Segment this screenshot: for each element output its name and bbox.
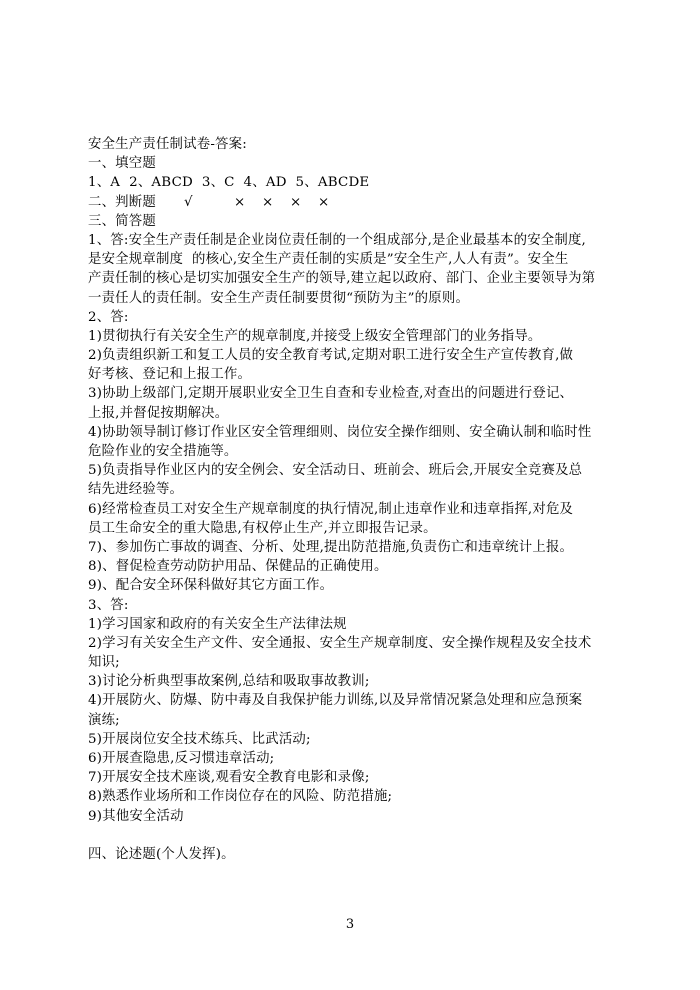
q2-line: 3)协助上级部门,定期开展职业安全卫生自查和专业检查,对查出的问题进行登记、 — [88, 386, 574, 402]
judgement-mark-1: √ — [183, 194, 193, 210]
q1-line: 产责任制的核心是切实加强安全生产的领导,建立起以政府、部门、企业主要领导为第 — [88, 271, 596, 287]
section-3-heading: 三、简答题 — [88, 213, 156, 229]
q1-line: 一责任人的责任制。安全生产责任制要贯彻“预防为主”的原则。 — [88, 290, 470, 306]
section-2-label: 二、判断题 — [88, 194, 156, 210]
q3-line: 4)开展防火、防爆、防中毒及自我保护能力训练,以及异常情况紧急处理和应急预案 — [88, 693, 583, 709]
q3-line: 3)讨论分析典型事故案例,总结和吸取事故教训; — [88, 674, 370, 690]
judgement-marks — [184, 193, 346, 212]
section-2-row — [88, 193, 628, 212]
q3-line: 6)开展查隐患,反习惯违章活动; — [88, 751, 275, 766]
q2-line: 危险作业的安全措施等。 — [88, 444, 238, 459]
q2-line: 结先进经验等。 — [88, 482, 184, 498]
q3-line: 演练; — [88, 712, 120, 728]
q2-line: 8)、督促检查劳动防护用品、保健品的正确使用。 — [88, 559, 388, 575]
q3-heading: 3、答: — [88, 597, 129, 613]
answer-sheet-content — [88, 135, 628, 864]
section-1-answers: 1、A 2、ABCD 3、C 4、AD 5、ABCDE — [88, 175, 370, 191]
q2-heading: 2、答: — [88, 309, 129, 325]
judgement-mark-5: × — [317, 194, 330, 210]
judgement-mark-4: × — [289, 194, 302, 210]
q3-line: 7)开展安全技术座谈,观看安全教育电影和录像; — [88, 770, 370, 786]
section-1-heading: 一、填空题 — [88, 156, 156, 172]
document-title: 安全生产责任制试卷-答案: — [88, 137, 247, 152]
q3-line: 9)其他安全活动 — [88, 808, 184, 824]
q3-line: 8)熟悉作业场所和工作岗位存在的风险、防范措施; — [88, 789, 393, 805]
judgement-mark-2: × — [233, 194, 246, 210]
q1-line: 1、答:安全生产责任制是企业岗位责任制的一个组成部分,是企业最基本的安全制度, — [88, 232, 587, 248]
q2-line: 上报,并督促按期解决。 — [88, 405, 229, 421]
q3-line: 知识; — [88, 655, 120, 671]
section-4-heading: 四、论述题(个人发挥)。 — [88, 846, 235, 862]
blank-line — [88, 826, 628, 845]
q2-line: 5)负责指导作业区内的安全例会、安全活动日、班前会、班后会,开展安全竞赛及总 — [88, 463, 583, 479]
q3-line: 5)开展岗位安全技术练兵、比武活动; — [88, 731, 311, 747]
q2-line: 6)经常检查员工对安全生产规章制度的执行情况,制止违章作业和违章指挥,对危及 — [88, 501, 574, 517]
q2-line: 1)贯彻执行有关安全生产的规章制度,并接受上级安全管理部门的业务指导。 — [88, 328, 542, 344]
q1-line: 是安全规章制度 的核心,安全生产责任制的实质是”安全生产,人人有责”。安全生 — [88, 252, 569, 268]
q2-line: 员工生命安全的重大隐患,有权停止生产,并立即报告记录。 — [88, 520, 437, 536]
judgement-mark-3: × — [261, 194, 274, 210]
q3-line: 2)学习有关安全生产文件、安全通报、安全生产规章制度、安全操作规程及安全技术 — [88, 635, 592, 651]
q2-line: 好考核、登记和上报工作。 — [88, 367, 252, 383]
page-number: 3 — [345, 917, 355, 932]
q2-line: 9)、配合安全环保科做好其它方面工作。 — [88, 578, 334, 594]
q2-line: 4)协助领导制订修订作业区安全管理细则、岗位安全操作细则、安全确认制和临时性 — [88, 424, 592, 440]
q2-line: 7)、参加伤亡事故的调查、分析、处理,提出防范措施,负责伤亡和违章统计上报。 — [88, 539, 574, 555]
q3-line: 1)学习国家和政府的有关安全生产法律法规 — [88, 616, 347, 632]
q2-line: 2)负责组织新工和复工人员的安全教育考试,定期对职工进行安全生产宣传教育,做 — [88, 348, 574, 364]
